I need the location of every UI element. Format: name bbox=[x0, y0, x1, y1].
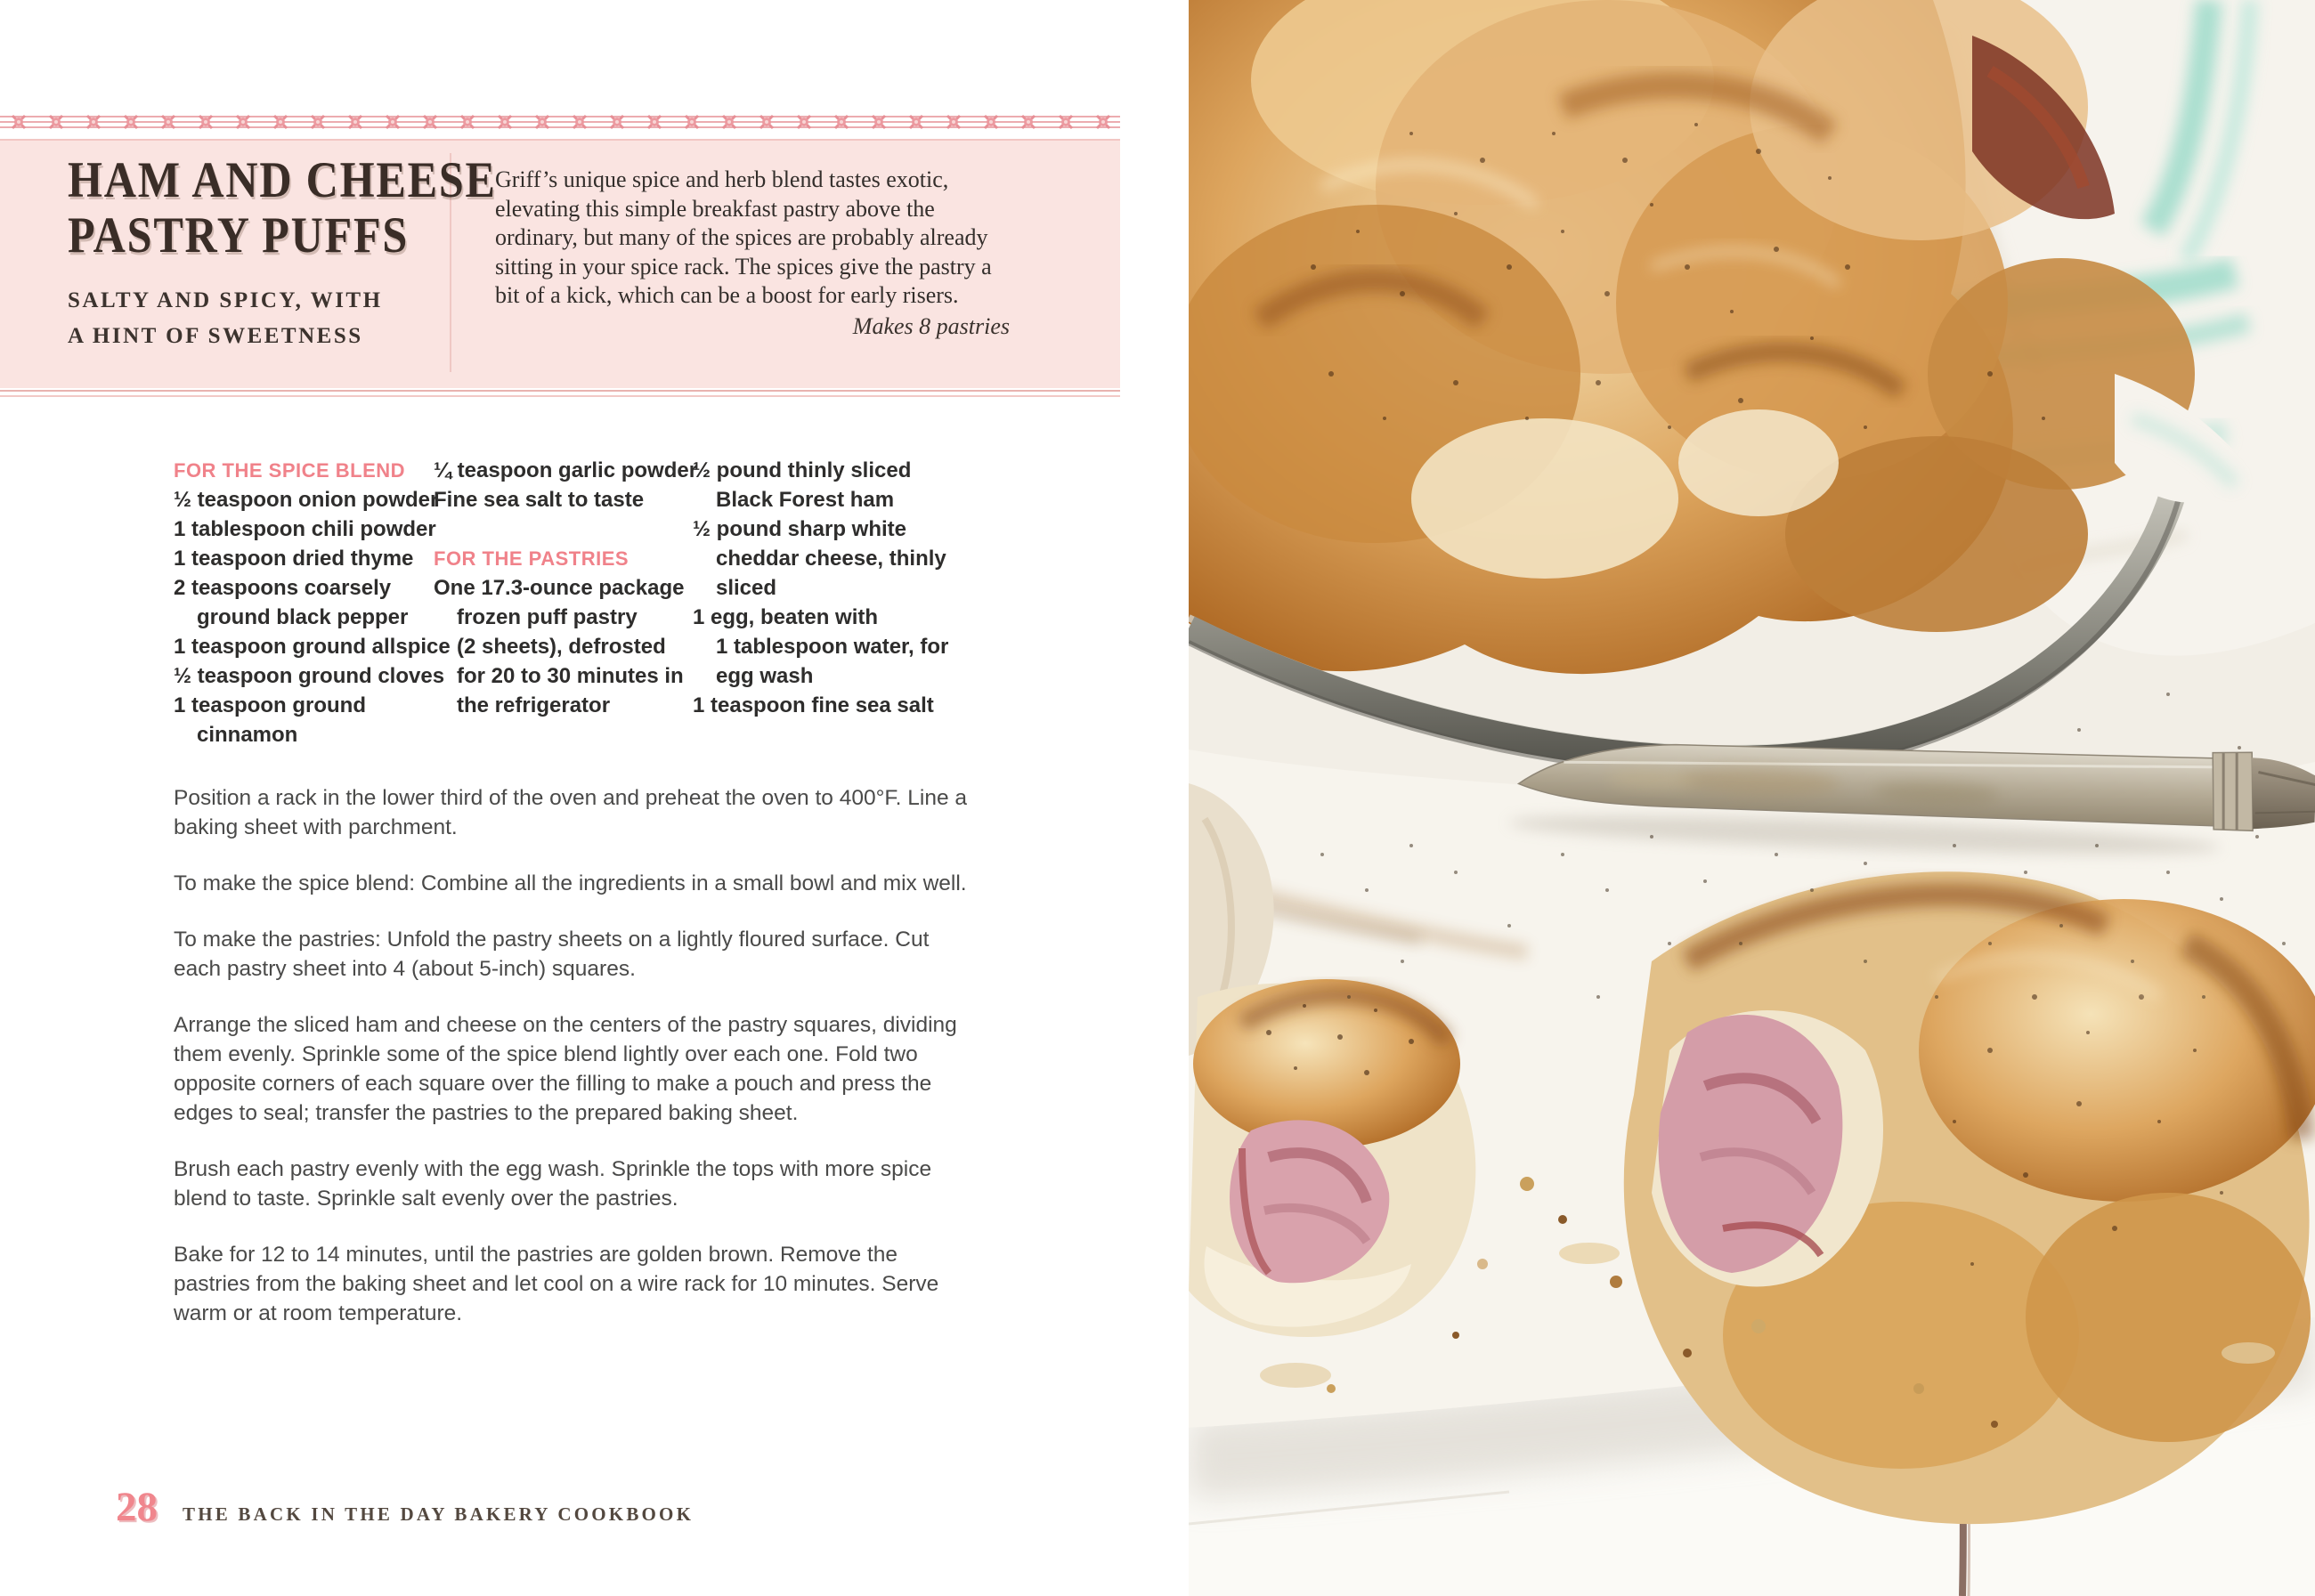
instructions bbox=[174, 783, 979, 1355]
recipe-intro: Griff’s unique spice and herb blend tastes exotic, elevating this simple breakfast pastry above the ordinary, but many of the spices are probably already sitting in your spice rack. The spices give the pastry a bit of a kick, which can be a boost for early risers. bbox=[495, 166, 992, 308]
ingredient-line: 1 teaspoon ground allspice bbox=[174, 635, 451, 659]
recipe-photo bbox=[1189, 0, 2315, 1596]
ingredient-line: One 17.3-ounce package bbox=[434, 576, 685, 600]
ingredient-line-wrap: 1 tablespoon water, for bbox=[716, 635, 949, 659]
panel-bottom-rule bbox=[0, 390, 1120, 392]
ingredient-line: 1 tablespoon chili powder bbox=[174, 517, 436, 541]
ingredient-line: 1 teaspoon ground bbox=[174, 693, 366, 717]
ingredient-line: 2 teaspoons coarsely bbox=[174, 576, 392, 600]
ingredient-group-heading: FOR THE SPICE BLEND bbox=[174, 459, 406, 482]
recipe-title-line2: PASTRY PUFFS bbox=[68, 207, 410, 263]
ingredient-line-wrap: egg wash bbox=[716, 664, 814, 688]
page-number: 28 bbox=[116, 1484, 158, 1530]
instruction-step: Arrange the sliced ham and cheese on the centers of the pastry squares, dividing them evenly. Sprinkle some of the spice blend lightly over each one. Fold two opposite corners of each square over the filling to make a pouch and press the edges to seal; transfer the pastries to the prepared baking sheet. bbox=[174, 1013, 957, 1125]
torn-pastry-right bbox=[1624, 871, 2315, 1524]
ingredient-line-wrap: cinnamon bbox=[197, 723, 298, 747]
ingredient-line-wrap: sliced bbox=[716, 576, 777, 600]
panel-bottom-rule-2 bbox=[0, 395, 1120, 397]
ingredient-line-wrap: cheddar cheese, thinly bbox=[716, 547, 946, 571]
ingredient-line-wrap: ground black pepper bbox=[197, 605, 409, 629]
stitched-border-decoration bbox=[0, 105, 1120, 139]
ingredient-line-wrap: the refrigerator bbox=[457, 693, 611, 717]
ingredient-line: ½ teaspoon ground cloves bbox=[174, 664, 445, 688]
ingredients-column-3 bbox=[693, 456, 987, 720]
ingredient-line-wrap: frozen puff pastry bbox=[457, 605, 638, 629]
ingredients-column-2 bbox=[434, 456, 698, 720]
ingredient-line: 1 egg, beaten with bbox=[693, 605, 879, 629]
ingredient-group-heading: FOR THE PASTRIES bbox=[434, 547, 630, 570]
ingredient-line: ½ pound thinly sliced bbox=[693, 458, 912, 482]
instruction-step: Brush each pastry evenly with the egg wash. Sprinkle the tops with more spice blend to taste. Sprinkle salt evenly over the pastries. bbox=[174, 1157, 932, 1211]
recipe-subtitle-line1: SALTY AND SPICY, WITH bbox=[68, 288, 383, 312]
ingredient-line: 1 teaspoon fine sea salt bbox=[693, 693, 934, 717]
yield-note: Makes 8 pastries bbox=[852, 313, 1010, 339]
ingredient-line: ½ pound sharp white bbox=[693, 517, 907, 541]
recipe-subtitle bbox=[68, 283, 383, 354]
pastry-pile bbox=[1189, 0, 2195, 674]
ingredient-line-wrap: for 20 to 30 minutes in bbox=[457, 664, 684, 688]
ingredient-line: 1 teaspoon dried thyme bbox=[174, 547, 414, 571]
instruction-step: To make the spice blend: Combine all the ingredients in a small bowl and mix well. bbox=[174, 871, 967, 895]
ingredient-line: ¼ teaspoon garlic powder bbox=[434, 458, 698, 482]
instruction-step: To make the pastries: Unfold the pastry sheets on a lightly floured surface. Cut each pastry sheet into 4 (about 5-inch) squares. bbox=[174, 928, 930, 981]
ingredient-line-wrap: Black Forest ham bbox=[716, 488, 895, 512]
recipe-title-line1: HAM AND CHEESE bbox=[68, 152, 497, 208]
torn-pastry-left bbox=[1189, 979, 1475, 1337]
ingredient-line: Fine sea salt to taste bbox=[434, 488, 645, 512]
page-footer bbox=[116, 1483, 694, 1531]
recipe-title bbox=[68, 152, 497, 263]
recipe-subtitle-line2: A HINT OF SWEETNESS bbox=[68, 324, 363, 348]
ingredients-column-1 bbox=[174, 456, 451, 749]
instruction-step: Bake for 12 to 14 minutes, until the pastries are golden brown. Remove the pastries from the baking sheet and let cool on a wire rack for 10 minutes. Serve warm or at room temperature. bbox=[174, 1243, 939, 1325]
ingredient-line-wrap: (2 sheets), defrosted bbox=[457, 635, 666, 659]
ingredient-line: ½ teaspoon onion powder bbox=[174, 488, 439, 512]
instruction-step: Position a rack in the lower third of the oven and preheat the oven to 400°F. Line a baking sheet with parchment. bbox=[174, 786, 968, 839]
book-title: THE BACK IN THE DAY BAKERY COOKBOOK bbox=[183, 1503, 694, 1525]
